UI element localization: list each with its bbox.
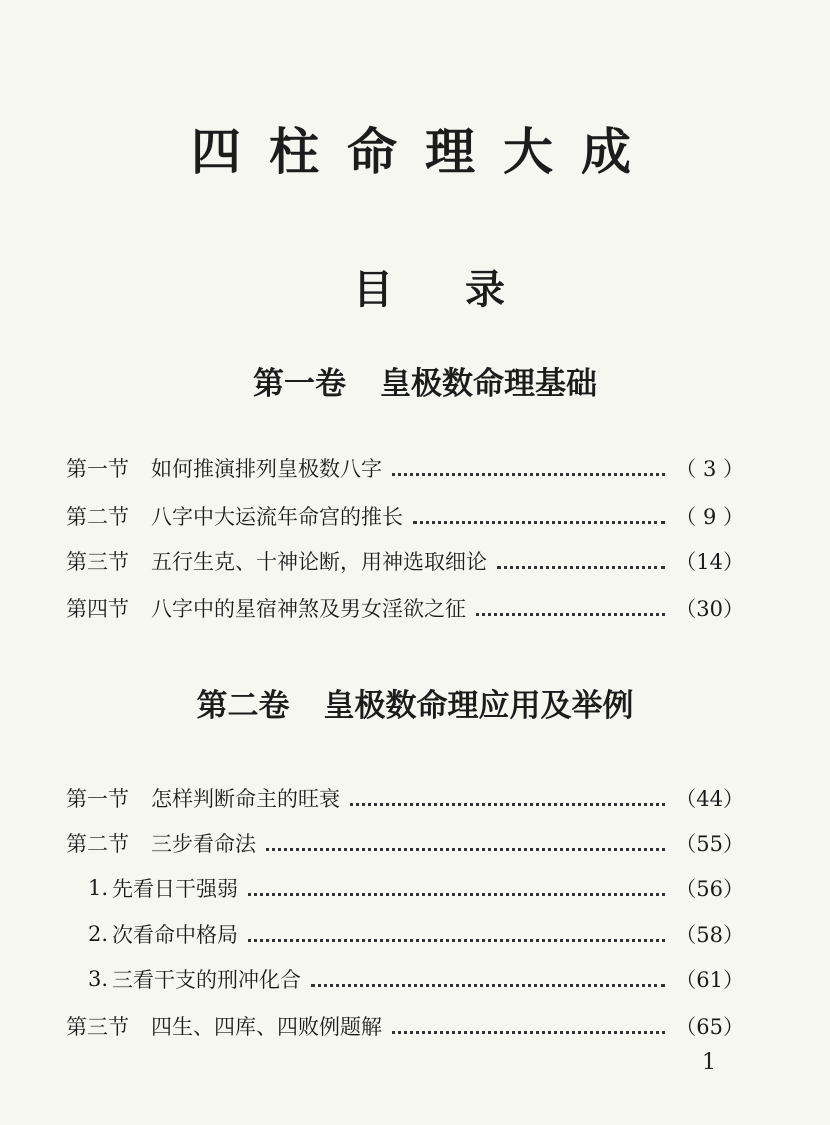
- toc-subentry[interactable]: [88, 872, 744, 904]
- toc-entry[interactable]: [66, 545, 744, 577]
- volume-2-title: 皇极数命理应用及举例: [323, 688, 634, 724]
- toc-entry-page: （ 9 ）: [675, 505, 744, 529]
- toc-entry-number: 第二节: [66, 832, 129, 856]
- toc-entry-number: 3.: [88, 967, 109, 991]
- dot-leader: [248, 893, 665, 896]
- toc-entry-title: 三步看命法: [151, 832, 256, 856]
- volume-2-number: 第二卷: [196, 688, 290, 724]
- toc-entry[interactable]: [66, 500, 744, 532]
- dot-leader: [392, 1031, 665, 1034]
- toc-entry-title: 八字中大运流年命宫的推长: [151, 505, 403, 529]
- book-title: 四柱命理大成: [191, 123, 659, 181]
- toc-entry-title: 次看命中格局: [112, 923, 239, 947]
- toc-entry-page: （65）: [675, 1015, 744, 1039]
- toc-entry[interactable]: [66, 452, 744, 484]
- toc-entry-number: 1.: [88, 876, 109, 900]
- toc-entry-title: 先看日干强弱: [112, 877, 239, 901]
- toc-entry-title: 怎样判断命主的旺衰: [151, 787, 340, 811]
- toc-entry-title: 八字中的星宿神煞及男女淫欲之征: [151, 597, 466, 621]
- dot-leader: [497, 566, 665, 569]
- volume-1-number: 第一卷: [253, 366, 346, 402]
- toc-entry-number: 第四节: [66, 597, 129, 621]
- dot-leader: [248, 939, 665, 942]
- toc-entry-number: 第一节: [66, 457, 129, 481]
- dot-leader: [392, 473, 665, 476]
- toc-entry-page: （44）: [675, 787, 744, 811]
- toc-entry-page: （30）: [675, 597, 744, 621]
- toc-entry-page: （61）: [675, 968, 744, 992]
- toc-entry[interactable]: [66, 782, 744, 814]
- volume-1-heading: [0, 358, 830, 403]
- toc-entry-page: （56）: [675, 877, 744, 901]
- toc-heading: 目录: [353, 267, 577, 313]
- toc-entry-title: 三看干支的刑冲化合: [112, 968, 302, 992]
- dot-leader: [476, 613, 665, 616]
- toc-entry-title: 如何推演排列皇极数八字: [151, 457, 382, 481]
- toc-entry-page: （55）: [675, 832, 744, 856]
- volume-2-heading: [0, 680, 830, 725]
- page-number: 1: [702, 1050, 716, 1075]
- toc-subentry[interactable]: [88, 918, 744, 950]
- volume-1-title: 皇极数命理基础: [380, 366, 597, 402]
- toc-entry-number: 第一节: [66, 787, 129, 811]
- toc-subentry[interactable]: [88, 963, 744, 995]
- toc-entry-page: （14）: [675, 550, 744, 574]
- toc-entry-number: 第三节: [66, 1015, 129, 1039]
- toc-entry-title: 四生、四库、四败例题解: [151, 1015, 382, 1039]
- toc-entry-page: （ 3 ）: [675, 457, 744, 481]
- dot-leader: [350, 803, 665, 806]
- toc-entry-title: 五行生克、十神论断，用神选取细论: [151, 550, 487, 574]
- dot-leader: [266, 848, 665, 851]
- dot-leader: [311, 984, 665, 987]
- toc-entry-page: （58）: [675, 923, 744, 947]
- toc-entry[interactable]: [66, 592, 744, 624]
- toc-entry-number: 2.: [88, 922, 109, 946]
- toc-entry[interactable]: [66, 1010, 744, 1042]
- dot-leader: [413, 521, 665, 524]
- toc-entry-number: 第三节: [66, 550, 129, 574]
- toc-entry[interactable]: [66, 827, 744, 859]
- toc-entry-number: 第二节: [66, 505, 129, 529]
